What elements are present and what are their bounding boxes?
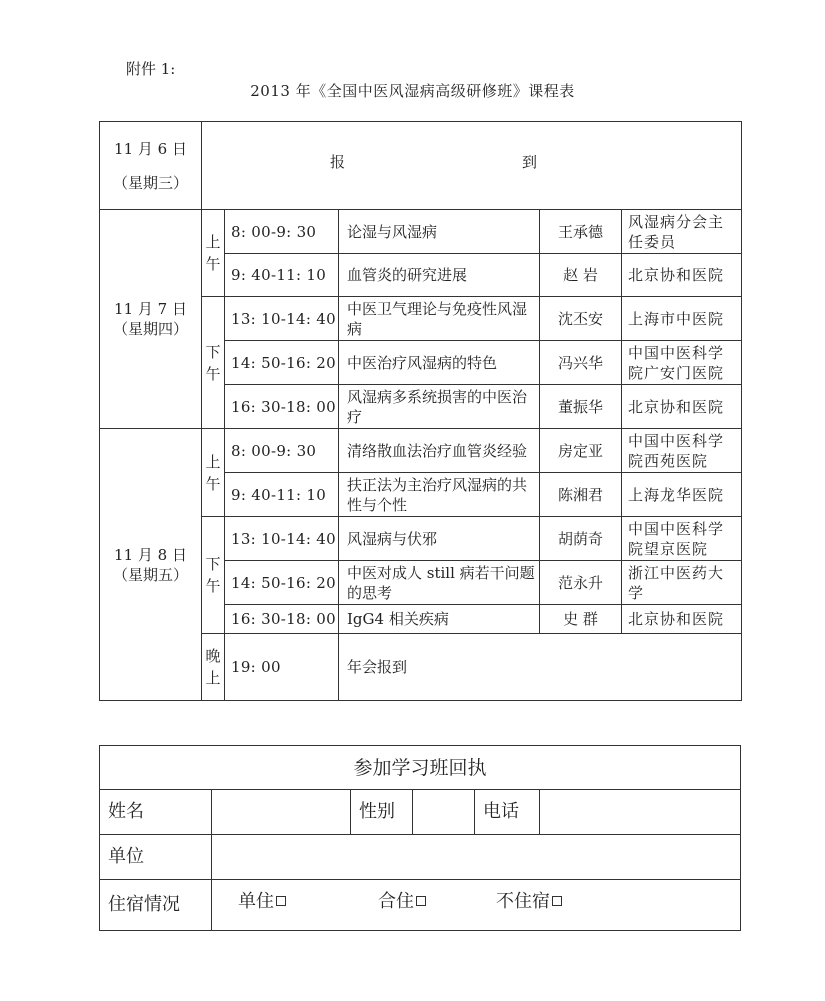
table-row xyxy=(100,210,742,254)
affiliation-cell: 浙江中医药大学 xyxy=(622,561,742,605)
speaker-cell: 史 群 xyxy=(540,605,622,634)
registration-text-a: 报 xyxy=(330,153,346,171)
date-text: 11 月 7 日 xyxy=(114,300,187,318)
attachment-label: 附件 1: xyxy=(126,60,176,78)
date-cell-day2 xyxy=(100,210,202,429)
checkbox-icon[interactable] xyxy=(552,896,562,906)
registration-receipt-form xyxy=(99,745,741,931)
half-day-pm: 下午 xyxy=(202,297,225,429)
name-label: 姓名 xyxy=(100,790,212,835)
date-cell-day3 xyxy=(100,429,202,701)
accommodation-options xyxy=(212,880,741,931)
schedule-row-day1 xyxy=(100,122,742,210)
checkbox-icon[interactable] xyxy=(416,896,426,906)
topic-cell: 中医治疗风湿病的特色 xyxy=(339,341,540,385)
date-cell-day1 xyxy=(100,122,202,210)
receipt-title: 参加学习班回执 xyxy=(100,746,741,790)
speaker-cell: 范永升 xyxy=(540,561,622,605)
topic-cell: 论湿与风湿病 xyxy=(339,210,540,254)
time-cell: 13: 10-14: 40 xyxy=(225,517,339,561)
phone-label: 电话 xyxy=(475,790,540,835)
topic-cell: 年会报到 xyxy=(339,634,742,701)
table-row xyxy=(100,429,742,473)
time-cell: 13: 10-14: 40 xyxy=(225,297,339,341)
topic-cell: IgG4 相关疾病 xyxy=(339,605,540,634)
affiliation-cell: 中国中医科学院望京医院 xyxy=(622,517,742,561)
option-no-lodging[interactable] xyxy=(496,892,562,912)
topic-cell: 风湿病多系统损害的中医治疗 xyxy=(339,385,540,429)
time-cell: 8: 00-9: 30 xyxy=(225,210,339,254)
speaker-cell: 王承德 xyxy=(540,210,622,254)
option-label: 单住 xyxy=(238,891,274,912)
name-field[interactable] xyxy=(212,790,351,835)
phone-field[interactable] xyxy=(540,790,741,835)
gender-label: 性别 xyxy=(351,790,413,835)
date-text: 11 月 8 日 xyxy=(114,545,187,564)
half-day-eve: 晚上 xyxy=(202,634,225,701)
option-single-room[interactable] xyxy=(238,892,286,912)
option-shared-room[interactable] xyxy=(378,892,426,912)
time-cell: 8: 00-9: 30 xyxy=(225,429,339,473)
unit-field[interactable] xyxy=(212,835,741,880)
time-cell: 19: 00 xyxy=(225,634,339,701)
course-schedule-table xyxy=(99,121,742,701)
time-cell: 14: 50-16: 20 xyxy=(225,561,339,605)
time-cell: 9: 40-11: 10 xyxy=(225,254,339,297)
registration-cell xyxy=(202,122,742,210)
date-text: 11 月 6 日 xyxy=(114,139,187,158)
half-day-pm: 下午 xyxy=(202,517,225,634)
affiliation-cell: 北京协和医院 xyxy=(622,605,742,634)
option-label: 合住 xyxy=(378,891,414,912)
gender-field[interactable] xyxy=(413,790,475,835)
topic-cell: 中医对成人 still 病若干问题的思考 xyxy=(339,561,540,605)
topic-cell: 扶正法为主治疗风湿病的共性与个性 xyxy=(339,473,540,517)
speaker-cell: 赵 岩 xyxy=(540,254,622,297)
speaker-cell: 陈湘君 xyxy=(540,473,622,517)
topic-cell: 清络散血法治疗血管炎经验 xyxy=(339,429,540,473)
unit-label: 单位 xyxy=(100,835,212,880)
affiliation-cell: 上海市中医院 xyxy=(622,297,742,341)
accommodation-label: 住宿情况 xyxy=(100,880,212,931)
time-cell: 16: 30-18: 00 xyxy=(225,385,339,429)
topic-cell: 中医卫气理论与免疫性风湿病 xyxy=(339,297,540,341)
half-day-am: 上午 xyxy=(202,429,225,517)
half-day-am: 上午 xyxy=(202,210,225,297)
weekday-text: （星期五） xyxy=(112,565,188,584)
option-label: 不住宿 xyxy=(496,891,550,912)
speaker-cell: 沈丕安 xyxy=(540,297,622,341)
affiliation-cell: 上海龙华医院 xyxy=(622,473,742,517)
page-title: 2013 年《全国中医风湿病高级研修班》课程表 xyxy=(250,82,575,100)
affiliation-cell: 北京协和医院 xyxy=(622,385,742,429)
affiliation-cell: 风湿病分会主任委员 xyxy=(622,210,742,254)
checkbox-icon[interactable] xyxy=(276,896,286,906)
speaker-cell: 胡荫奇 xyxy=(540,517,622,561)
weekday-text: （星期四） xyxy=(112,320,188,338)
topic-cell: 血管炎的研究进展 xyxy=(339,254,540,297)
weekday-text: （星期三） xyxy=(112,173,188,192)
speaker-cell: 董振华 xyxy=(540,385,622,429)
registration-text-b: 到 xyxy=(522,153,538,171)
topic-cell: 风湿病与伏邪 xyxy=(339,517,540,561)
speaker-cell: 房定亚 xyxy=(540,429,622,473)
affiliation-cell: 北京协和医院 xyxy=(622,254,742,297)
time-cell: 16: 30-18: 00 xyxy=(225,605,339,634)
speaker-cell: 冯兴华 xyxy=(540,341,622,385)
affiliation-cell: 中国中医科学院西苑医院 xyxy=(622,429,742,473)
time-cell: 9: 40-11: 10 xyxy=(225,473,339,517)
affiliation-cell: 中国中医科学院广安门医院 xyxy=(622,341,742,385)
time-cell: 14: 50-16: 20 xyxy=(225,341,339,385)
